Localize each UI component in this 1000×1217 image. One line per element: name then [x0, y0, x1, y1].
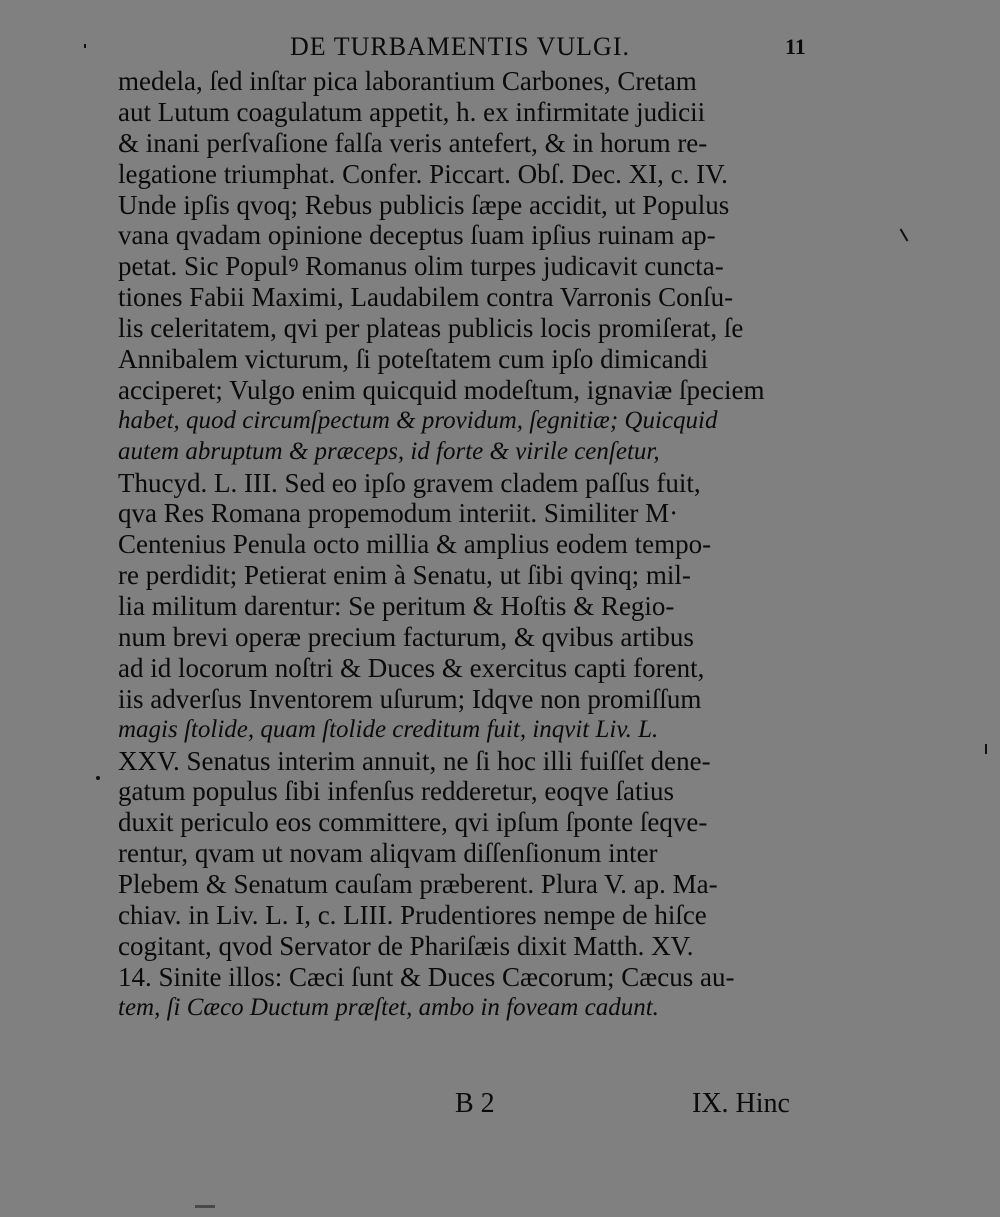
text-line: petat. Sic Populꝰ Romanus olim turpes judicavit cuncta- — [118, 251, 724, 282]
text-line: gatum populus ſibi infenſus redderetur, eoqve ſatius — [118, 776, 675, 807]
text-line: tem, ſi Cæco Ductum præſtet, ambo in foveam cadunt. — [118, 993, 659, 1021]
text-line: aut Lutum coagulatum appetit, h. ex infirmitate judicii — [118, 96, 706, 127]
text-line: Centenius Penula octo millia & amplius eodem tempo- — [118, 529, 712, 560]
ink-speck — [96, 776, 100, 780]
text-line: qva Res Romana propemodum interiit. Similiter M· — [118, 498, 679, 529]
body-text — [118, 66, 808, 1024]
text-line: Annibalem victurum, ſi poteſtatem cum ipſo dimicandi — [118, 344, 709, 375]
text-line: autem abruptum & præceps, id forte & virile cenſetur, — [118, 437, 660, 465]
text-line: medela, ſed inſtar pica laborantium Carbones, Cretam — [118, 66, 697, 96]
text-line: habet, quod circumſpectum & providum, ſegnitiæ; Quicquid — [118, 406, 718, 434]
running-title: DE TURBAMENTIS VULGI. — [290, 32, 630, 61]
ink-speck — [84, 44, 86, 48]
text-line: duxit periculo eos committere, qvi ipſum ſponte ſeqve- — [118, 807, 708, 838]
text-line: lia militum darentur: Se peritum & Hoſtis & Regio- — [118, 591, 675, 622]
page-footer — [0, 1088, 1000, 1128]
text-line: & inani perſvaſione falſa veris antefert, & in horum re- — [118, 127, 708, 158]
text-line: vana qvadam opinione deceptus ſuam ipſius ruinam ap- — [118, 220, 716, 251]
page-header — [0, 30, 1000, 66]
text-line: lis celeritatem, qvi per plateas publicis locis promiſerat, ſe — [118, 313, 744, 344]
text-line: Plebem & Senatum cauſam præberent. Plura V. ap. Ma- — [118, 869, 718, 900]
text-line: XXV. Senatus interim annuit, ne ſi hoc illi fuiſſet dene- — [118, 745, 711, 776]
text-line: cogitant, qvod Servator de Phariſæis dixit Matth. XV. — [118, 930, 694, 961]
signature-mark: B 2 — [455, 1088, 495, 1119]
text-line: ad id locorum noſtri & Duces & exercitus capti forent, — [118, 652, 705, 683]
ink-speck — [900, 228, 909, 241]
text-line: Unde ipſis qvoq; Rebus publicis ſæpe accidit, ut Populus — [118, 189, 730, 220]
text-line: num brevi operæ precium facturum, & qvibus artibus — [118, 622, 694, 653]
text-line: 14. Sinite illos: Cæci ſunt & Duces Cæcorum; Cæcus au- — [118, 961, 735, 992]
text-line: tiones Fabii Maximi, Laudabilem contra Varronis Conſu- — [118, 282, 734, 313]
text-line: legatione triumphat. Confer. Piccart. Obſ. Dec. XI, c. IV. — [118, 158, 728, 189]
text-line: iis adverſus Inventorem uſurum; Idqve non promiſſum — [118, 683, 702, 714]
ink-speck — [195, 1205, 215, 1208]
text-line: rentur, qvam ut novam aliqvam diſſenſionum inter — [118, 838, 658, 869]
page-number: 11 — [785, 34, 806, 59]
text-line: re perdidit; Petierat enim à Senatu, ut ſibi qvinq; mil- — [118, 560, 691, 591]
text-line: acciperet; Vulgo enim quicquid modeſtum, ignaviæ ſpeciem — [118, 374, 765, 405]
text-line: Thucyd. L. III. Sed eo ipſo gravem cladem paſſus fuit, — [118, 467, 701, 498]
ink-speck — [985, 744, 987, 754]
catchword: IX. Hinc — [692, 1088, 790, 1119]
text-line: magis ſtolide, quam ſtolide creditum fuit, inqvit Liv. L. — [118, 715, 659, 743]
text-line: chiav. in Liv. L. I, c. LIII. Prudentiores nempe de hiſce — [118, 900, 707, 931]
